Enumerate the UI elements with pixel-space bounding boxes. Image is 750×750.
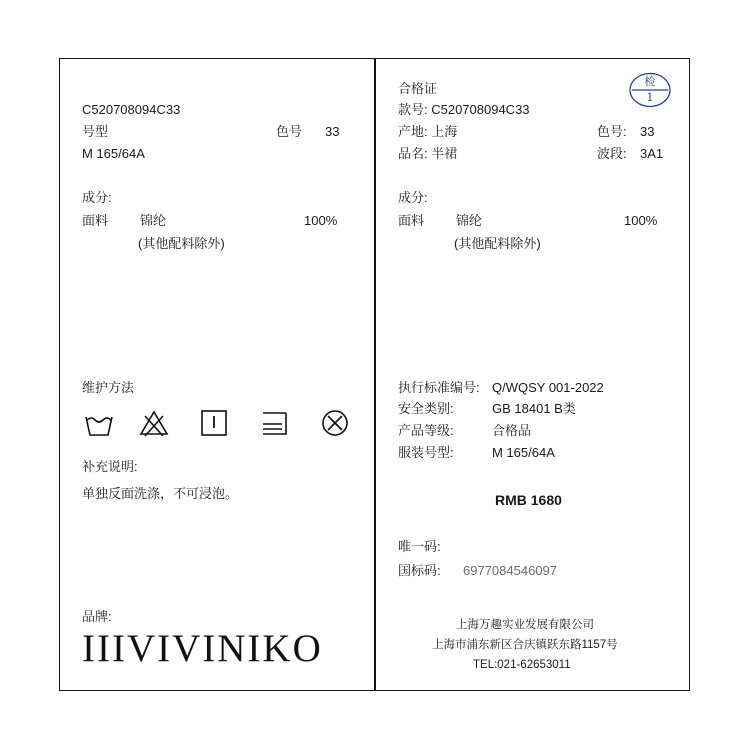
color-value: 33 (325, 124, 340, 139)
right-fabric-note: (其他配料除外) (454, 236, 541, 251)
safety-label: 安全类别: (398, 401, 454, 416)
inspection-stamp (629, 72, 671, 108)
product-name: 品名: 半裙 (398, 146, 458, 161)
right-fabric-label: 面料 (398, 213, 425, 228)
company-tel: TEL:021-62653011 (473, 659, 571, 671)
composition-label: 成分: (82, 190, 112, 205)
unique-code-label: 唯一码: (398, 539, 441, 554)
right-fabric-percent: 100% (624, 213, 658, 228)
brand-name: IIIVIVINIKO (82, 627, 323, 670)
standard-value: Q/WQSY 001-2022 (492, 380, 604, 395)
cert-title: 合格证 (398, 81, 438, 96)
grade-value: 合格品 (492, 423, 532, 438)
fabric-material: 锦纶 (140, 213, 167, 228)
supplement-label: 补充说明: (82, 459, 138, 474)
fabric-percent: 100% (304, 213, 338, 228)
care-title: 维护方法 (82, 380, 135, 395)
style-number: 款号: C520708094C33 (398, 102, 530, 117)
origin: 产地: 上海 (398, 124, 458, 139)
no-bleach-icon (139, 408, 169, 438)
garment-size-label: 服装号型: (398, 445, 454, 460)
wave-label: 波段: (597, 146, 627, 161)
safety-value: GB 18401 B类 (492, 401, 576, 416)
standard-label: 执行标准编号: (398, 380, 480, 395)
panel-divider (374, 58, 376, 691)
no-dry-clean-icon (320, 408, 350, 438)
stamp-bottom-text: 1 (646, 91, 654, 104)
right-fabric-material: 锦纶 (456, 213, 483, 228)
fabric-label: 面料 (82, 213, 109, 228)
price: RMB 1680 (495, 492, 562, 508)
iron-low-icon (259, 408, 289, 438)
supplement-text: 单独反面洗涤，不可浸泡。 (82, 486, 239, 501)
company-address: 上海市浦东新区合庆镇跃东路1157号 (432, 639, 618, 651)
right-color-value: 33 (640, 124, 655, 139)
fabric-note: (其他配料除外) (138, 236, 225, 251)
brand-label: 品牌: (82, 609, 112, 624)
company-name: 上海万趣实业发展有限公司 (456, 619, 594, 631)
product-code: C520708094C33 (82, 102, 181, 117)
wave-value: 3A1 (640, 146, 664, 161)
stamp-top-text: 检 (644, 75, 656, 88)
color-label: 色号 (276, 124, 303, 139)
grade-label: 产品等级: (398, 423, 454, 438)
garment-size-value: M 165/64A (492, 445, 555, 460)
barcode-value: 6977084546097 (463, 563, 557, 578)
right-composition-label: 成分: (398, 190, 428, 205)
line-dry-icon (199, 408, 229, 438)
barcode-label: 国标码: (398, 563, 441, 578)
hand-wash-icon (84, 408, 114, 438)
size-value: M 165/64A (82, 146, 145, 161)
size-label: 号型 (82, 124, 109, 139)
right-color-label: 色号: (597, 124, 627, 139)
